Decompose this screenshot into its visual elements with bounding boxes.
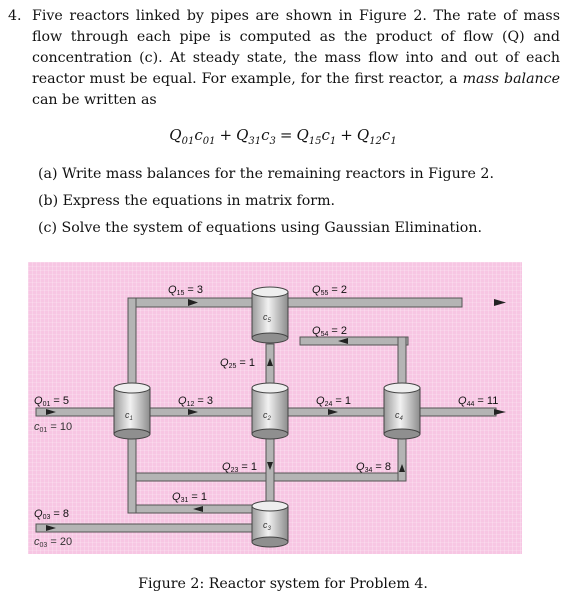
- svg-text:Q44 = 11: Q44 = 11: [458, 395, 499, 408]
- eq-term: c: [321, 126, 330, 144]
- eq-term: c: [261, 126, 270, 144]
- eq-term: Q: [356, 126, 370, 144]
- conc-value: 10: [59, 421, 73, 433]
- problem-number: 4.: [8, 8, 22, 24]
- figure-caption: Figure 2: Reactor system for Problem 4.: [138, 576, 428, 592]
- pipe-top: [132, 298, 462, 307]
- flow-sub: 25: [228, 363, 237, 370]
- flow-value: 2: [340, 325, 348, 337]
- flow-value: 8: [384, 461, 392, 473]
- eq-sub: 01: [181, 136, 195, 147]
- flow-label: Q: [316, 395, 325, 407]
- flow-sub: 34: [364, 467, 373, 474]
- reactor-label: c: [263, 312, 268, 322]
- problem-body-end: can be written as: [32, 92, 157, 108]
- flow-label: Q: [312, 325, 321, 337]
- flow-value: 2: [340, 284, 348, 296]
- reactor-label: c: [395, 410, 400, 420]
- svg-text:c01 = 10: c01 = 10: [34, 421, 73, 434]
- flow-sub: 31: [180, 497, 189, 504]
- flow-label: Q: [168, 284, 177, 296]
- svg-text:Q15 = 3: Q15 = 3: [168, 284, 204, 297]
- eq-equals: =: [279, 126, 293, 144]
- reactor-5: [252, 287, 288, 343]
- reactor-diagram: [28, 262, 522, 554]
- flow-sub: 15: [176, 290, 185, 297]
- part-a: (a) Write mass balances for the remaining reactors in Figure 2.: [38, 166, 494, 182]
- svg-text:Q55 = 2: Q55 = 2: [312, 284, 348, 297]
- eq-term: Q: [169, 126, 182, 144]
- flow-sub: 03: [42, 514, 51, 521]
- reactor-sub: 3: [267, 526, 271, 532]
- reactor-sub: 5: [267, 318, 271, 324]
- eq-plus: +: [219, 126, 233, 144]
- flow-value: 3: [206, 395, 214, 407]
- eq-term: c: [194, 126, 203, 144]
- eq-sub: 1: [329, 136, 337, 147]
- flow-label: Q: [172, 491, 181, 503]
- svg-text:Q12 = 3: Q12 = 3: [178, 395, 214, 408]
- flow-label: Q: [178, 395, 187, 407]
- reactor-4: [384, 383, 420, 439]
- conc-sub: 03: [39, 542, 48, 549]
- mass-balance-equation: [0, 126, 566, 147]
- flow-sub: 54: [320, 331, 329, 338]
- conc-sub: 01: [39, 427, 48, 434]
- flow-label: Q: [34, 508, 43, 520]
- pipe-q03: [36, 524, 264, 532]
- flow-value: 1: [248, 357, 256, 369]
- flow-sub: 12: [186, 401, 195, 408]
- flow-label: Q: [356, 461, 365, 473]
- svg-text:c03 = 20: c03 = 20: [34, 536, 73, 549]
- eq-sub: 12: [369, 136, 382, 147]
- svg-text:Q54 = 2: Q54 = 2: [312, 325, 348, 338]
- flow-label: Q: [220, 357, 229, 369]
- eq-term: Q: [296, 126, 309, 144]
- flow-value: 8: [62, 508, 70, 520]
- flow-value: 11: [486, 395, 499, 407]
- flow-sub: 55: [320, 290, 329, 297]
- svg-text:Q24 = 1: Q24 = 1: [316, 395, 352, 408]
- flow-value: 1: [250, 461, 258, 473]
- svg-text:Q23 = 1: Q23 = 1: [222, 461, 258, 474]
- part-c: (c) Solve the system of equations using Gaussian Elimination.: [38, 220, 482, 236]
- conc-value: 20: [59, 536, 73, 548]
- reactor-1: [114, 383, 150, 439]
- flow-label: Q: [222, 461, 231, 473]
- problem-text: [8, 6, 560, 111]
- problem-emphasis: mass balance: [462, 71, 561, 87]
- eq-plus: +: [340, 126, 353, 144]
- svg-text:Q34 = 8: Q34 = 8: [356, 461, 392, 474]
- reactor-label: c: [263, 410, 268, 420]
- svg-text:Q01 = 5: Q01 = 5: [34, 395, 70, 408]
- eq-sub: 31: [248, 136, 262, 147]
- flow-sub: 44: [466, 401, 475, 408]
- svg-text:Q03 = 8: Q03 = 8: [34, 508, 70, 521]
- conc-label: c: [34, 421, 40, 433]
- eq-sub: 01: [202, 136, 216, 147]
- flow-value: 3: [196, 284, 204, 296]
- reactor-sub: 1: [129, 416, 133, 422]
- reactor-sub: 4: [399, 416, 403, 422]
- eq-sub: 3: [269, 136, 276, 147]
- reactor-sub: 2: [267, 416, 271, 422]
- flow-value: 1: [200, 491, 208, 503]
- flow-label: Q: [458, 395, 467, 407]
- reactor-label: c: [125, 410, 130, 420]
- eq-term: c: [381, 126, 391, 144]
- reactor-label: c: [263, 520, 268, 530]
- flow-value: 1: [344, 395, 352, 407]
- problem-parts: [38, 161, 494, 242]
- svg-text:Q31 = 1: Q31 = 1: [172, 491, 208, 504]
- conc-label: c: [34, 536, 40, 548]
- eq-sub: 15: [308, 136, 322, 147]
- flow-label: Q: [34, 395, 43, 407]
- flow-value: 5: [62, 395, 70, 407]
- reactor-3: [252, 501, 288, 547]
- flow-sub: 01: [42, 401, 51, 408]
- eq-sub: 1: [390, 136, 397, 147]
- problem-body: Five reactors linked by pipes are shown in Figure 2. The rate of mass flow through each pipe is computed as the product of flow (Q) and concentration (c). At steady state, the mass flow into and out of each reactor must be equal. For example, for the first reactor, a: [32, 8, 560, 87]
- flow-sub: 23: [230, 467, 239, 474]
- flow-label: Q: [312, 284, 321, 296]
- svg-text:Q25 = 1: Q25 = 1: [220, 357, 256, 370]
- part-b: (b) Express the equations in matrix form.: [38, 193, 336, 209]
- reactor-2: [252, 383, 288, 439]
- problem-statement: [8, 6, 560, 111]
- eq-term: Q: [236, 126, 249, 144]
- flow-sub: 24: [324, 401, 333, 408]
- pipe-q54: [300, 337, 408, 345]
- reactor-figure: [28, 262, 522, 554]
